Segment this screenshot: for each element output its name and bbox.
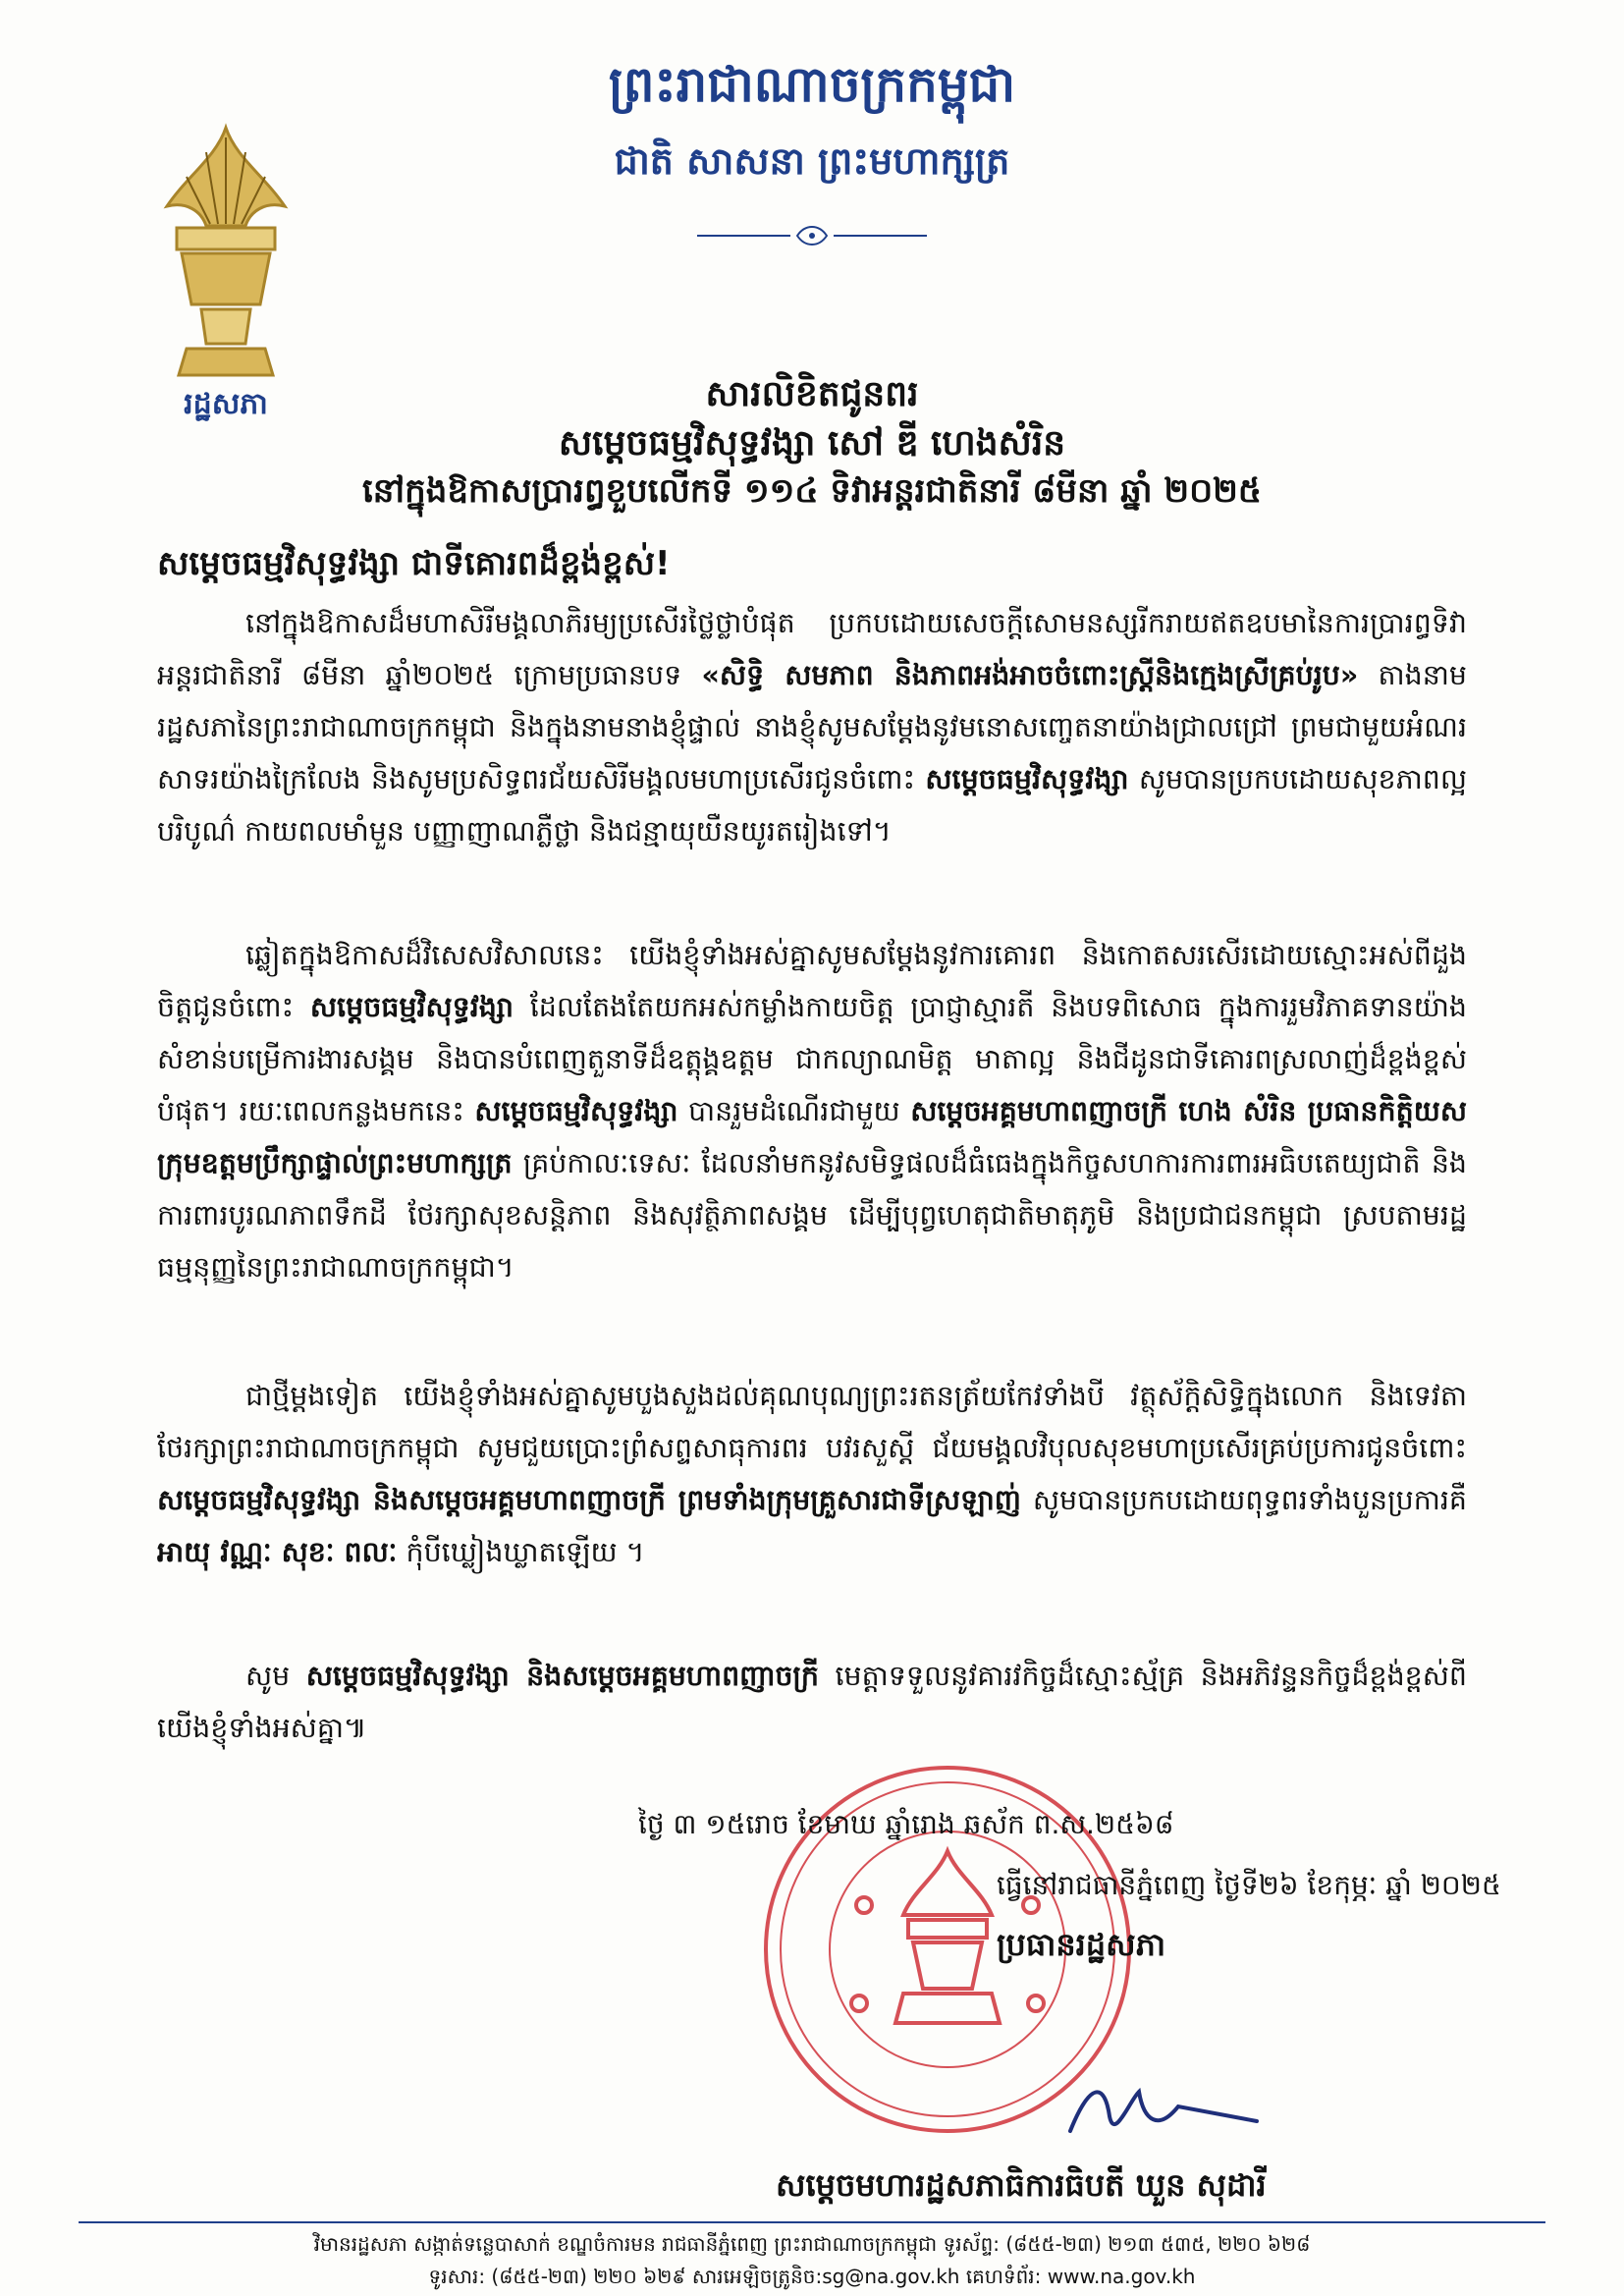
salutation: សម្តេចធម្មវិសុទ្ធវង្សា ជាទីគោរពដ៏ខ្ពង់ខ្ពស់! (157, 544, 671, 583)
footer-divider (79, 2221, 1545, 2223)
divider-ornament (687, 221, 937, 250)
text-run: សូមបានប្រកបដោយពុទ្ធពរទាំងបួនប្រការគឺ (1020, 1484, 1467, 1516)
bold-run: សម្តេចធម្មវិសុទ្ធវង្សា (309, 991, 514, 1023)
bold-run: «សិទ្ធិ សមភាព និងភាពអង់អាចចំពោះស្ត្រីនិងក្មេងស្រីគ្រប់រូប» (701, 659, 1359, 691)
body-paragraph-2 (157, 929, 1467, 1293)
text-run: ដែលតែងតែយកអស់កម្លាំងកាយចិត្ត ប្រាជ្ញាស្មារតី និងបទពិសោធ ក្នុងការរួមវិភាគទានយ៉ាងសំខាន់បម្រើការងារសង្គម និងបានបំពេញតួនាទីដ៏ឧត្តុង្គឧត្តម ជាកល្យាណមិត្ត មាតាល្អ និងជីដូនជាទីគោរពស្រលាញ់ដ៏ខ្ពង់ខ្ពស់បំផុត។ រយៈពេលកន្លងមកនេះ (157, 991, 1467, 1127)
letter-title: សារលិខិតជូនពរ (705, 374, 919, 414)
solar-date: ធ្វើនៅរាជធានីភ្នំពេញ ថ្ងៃទី២៦ ខែកុម្ភៈ ឆ្នាំ ២០២៥ (997, 1869, 1501, 1901)
emblem-label: រដ្ឋសភា (184, 387, 268, 421)
bold-run: សម្តេចធម្មវិសុទ្ធវង្សា និងសម្តេចអគ្គមហាពញាចក្រី (305, 1660, 820, 1692)
signer-name: សម្តេចមហារដ្ឋសភាធិការធិបតី ឃួន សុដារី (776, 2166, 1267, 2204)
bold-run: អាយុ វណ្ណៈ សុខៈ ពលៈ (157, 1536, 398, 1568)
bold-run: សម្តេចធម្មវិសុទ្ធវង្សា (474, 1095, 678, 1127)
text-run: បានរួមដំណើរជាមួយ (677, 1095, 911, 1127)
text-run: មេត្តាទទួលនូវគារវកិច្ចដ៏ស្មោះស្ម័គ្រ និងអភិវន្ទនកិច្ចដ៏ខ្ពង់ខ្ពស់ពីយើងខ្ញុំទាំងអស់គ្នា៕ (157, 1660, 1467, 1744)
national-motto: ជាតិ សាសនា ព្រះមហាក្សត្រ (614, 139, 1010, 183)
text-run: ឆ្លៀតក្នុងឱកាសដ៏វិសេសវិសាលនេះ យើងខ្ញុំទាំងអស់គ្នាសូមសម្តែងនូវការគោរព និងកោតសរសើរដោយស្មោះអស់ពីដួងចិត្តជូនចំពោះ (157, 939, 1467, 1023)
kingdom-heading: ព្រះរាជាណាចក្រកម្ពុជា (608, 56, 1016, 113)
letter-occasion: នៅក្នុងឱកាសប្រារព្ធខួបលើកទី ១១៤ ទិវាអន្តរជាតិនារី ៨មីនា ឆ្នាំ ២០២៥ (362, 471, 1262, 511)
footer-address: វិមានរដ្ឋសភា សង្កាត់ទន្លេបាសាក់ ខណ្ឌចំការមន រាជធានីភ្នំពេញ ព្រះរាជាណាចក្រកម្ពុជា ទូរស័ព្ទ: (៨៥៥-២៣) ២១៣ ៥៣៥, ២២០ ៦២៨ (313, 2232, 1311, 2256)
text-run: នៅក្នុងឱកាសដ៏មហាសិរីមង្គលាភិរម្យប្រសើរថ្លៃថ្លាបំផុត ប្រកបដោយសេចក្តីសោមនស្សរីករាយឥតឧបមានៃការប្រារព្ធទិវាអន្តរជាតិនារី ៨មីនា ឆ្នាំ២០២៥ ក្រោមប្រធានបទ (157, 607, 1467, 691)
text-run: កុំបីឃ្លៀងឃ្លាតឡើយ ។ (397, 1536, 645, 1568)
body-paragraph-4 (157, 1650, 1467, 1754)
bold-run: សម្តេចអគ្គមហាពញាចក្រី ហេង សំរិន ប្រធានកិត្តិយសក្រុមឧត្តមប្រឹក្សាផ្ទាល់ព្រះមហាក្សត្រ (157, 1095, 1467, 1179)
text-run: ជាថ្មីម្តងទៀត យើងខ្ញុំទាំងអស់គ្នាសូមបួងសួងដល់គុណបុណ្យព្រះរតនត្រ័យកែវទាំងបី វត្ថុស័ក្តិសិទ្ធិក្នុងលោក និងទេវតាថែរក្សាព្រះរាជាណាចក្រកម្ពុជា សូមជួយប្រោះព្រំសព្ទសាធុការពរ បវរសួស្តី ជ័យមង្គលវិបុលសុខមហាប្រសើរគ្រប់ប្រការជូនចំពោះ (157, 1380, 1467, 1464)
letter-recipient: សម្តេចធម្មវិសុទ្ធវង្សា សៅ ឌី ហេងសំរិន (558, 423, 1066, 464)
signer-title: ប្រធានរដ្ឋសភា (997, 1926, 1166, 1963)
bold-run: សម្តេចធម្មវិសុទ្ធវង្សា (925, 763, 1129, 795)
text-run: សូម (245, 1660, 306, 1692)
handwritten-signature (1060, 2062, 1267, 2151)
text-run: តាងនាមរដ្ឋសភានៃព្រះរាជាណាចក្រកម្ពុជា និងក្នុងនាមនាងខ្ញុំផ្ទាល់ នាងខ្ញុំសូមសម្តែងនូវមនោសញ្ចេតនាយ៉ាងជ្រាលជ្រៅ ព្រមជាមួយអំណរសាទរយ៉ាងក្រៃលែង និងសូមប្រសិទ្ធពរជ័យសិរីមង្គលមហាប្រសើរជូនចំពោះ (157, 659, 1467, 795)
lunar-date: ថ្ងៃ ៣ ១៥រោច ខែមាឃ ឆ្នាំរោង ឆស័ក ព.ស.២៥៦៨ (638, 1808, 1174, 1840)
text-run: សូមបានប្រកបដោយសុខភាពល្អបរិបូណ៌ កាយពលមាំមួន បញ្ញាញាណភ្លឺថ្លា និងជន្មាយុយឺនយូរតរៀងទៅ។ (157, 763, 1467, 847)
bold-run: សម្តេចធម្មវិសុទ្ធវង្សា និងសម្តេចអគ្គមហាពញាចក្រី ព្រមទាំងក្រុមគ្រួសារជាទីស្រឡាញ់ (157, 1484, 1021, 1516)
body-paragraph-1 (157, 597, 1467, 857)
footer-contact: ទូរសារ: (៨៥៥-២៣) ២២០ ៦២៩ សារអេឡិចត្រូនិច:sg@na.gov.kh គេហទំព័រ: www.na.gov.kh (428, 2265, 1196, 2288)
text-run: គ្រប់កាលៈទេសៈ ដែលនាំមកនូវសមិទ្ធផលដ៏ធំធេងក្នុងកិច្ចសហការការពារអធិបតេយ្យជាតិ និងការពារបូរណភាពទឹកដី ថែរក្សាសុខសន្តិភាព និងសុវត្ថិភាពសង្គម ដើម្បីបុព្វហេតុជាតិមាតុភូមិ និងប្រជាជនកម្ពុជា ស្របតាមរដ្ឋធម្មនុញ្ញនៃព្រះរាជាណាចក្រកម្ពុជា។ (157, 1147, 1467, 1284)
body-paragraph-3 (157, 1370, 1467, 1578)
